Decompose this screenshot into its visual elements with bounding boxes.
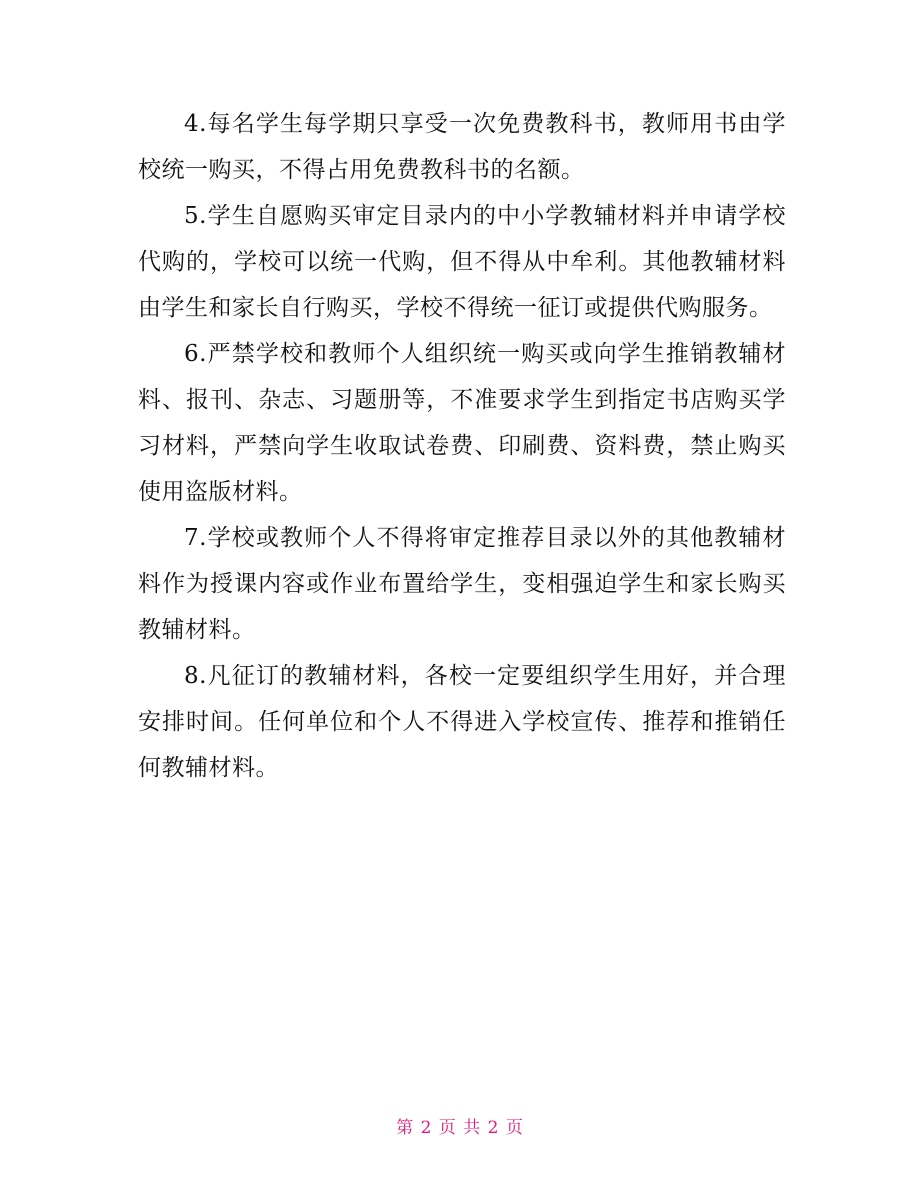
paragraph-item-5: 5.学生自愿购买审定目录内的中小学教辅材料并申请学校代购的，学校可以统一代购，但不得从中牟利。其他教辅材料由学生和家长自行购买，学校不得统一征订或提供代购服务。	[138, 203, 786, 321]
page-number-footer: 第 2 页 共 2 页	[396, 1118, 524, 1138]
document-body	[138, 101, 786, 791]
paragraph-item-7: 7.学校或教师个人不得将审定推荐目录以外的其他教辅材料作为授课内容或作业布置给学生，变相强迫学生和家长购买教辅材料。	[138, 525, 786, 643]
paragraph-item-4: 4.每名学生每学期只享受一次免费教科书，教师用书由学校统一购买，不得占用免费教科书的名额。	[138, 111, 786, 183]
paragraph-item-8: 8.凡征订的教辅材料，各校一定要组织学生用好，并合理安排时间。任何单位和个人不得进入学校宣传、推荐和推销任何教辅材料。	[138, 663, 786, 781]
paragraph-item-6: 6.严禁学校和教师个人组织统一购买或向学生推销教辅材料、报刊、杂志、习题册等，不准要求学生到指定书店购买学习材料，严禁向学生收取试卷费、印刷费、资料费，禁止购买使用盗版材料。	[138, 341, 786, 505]
